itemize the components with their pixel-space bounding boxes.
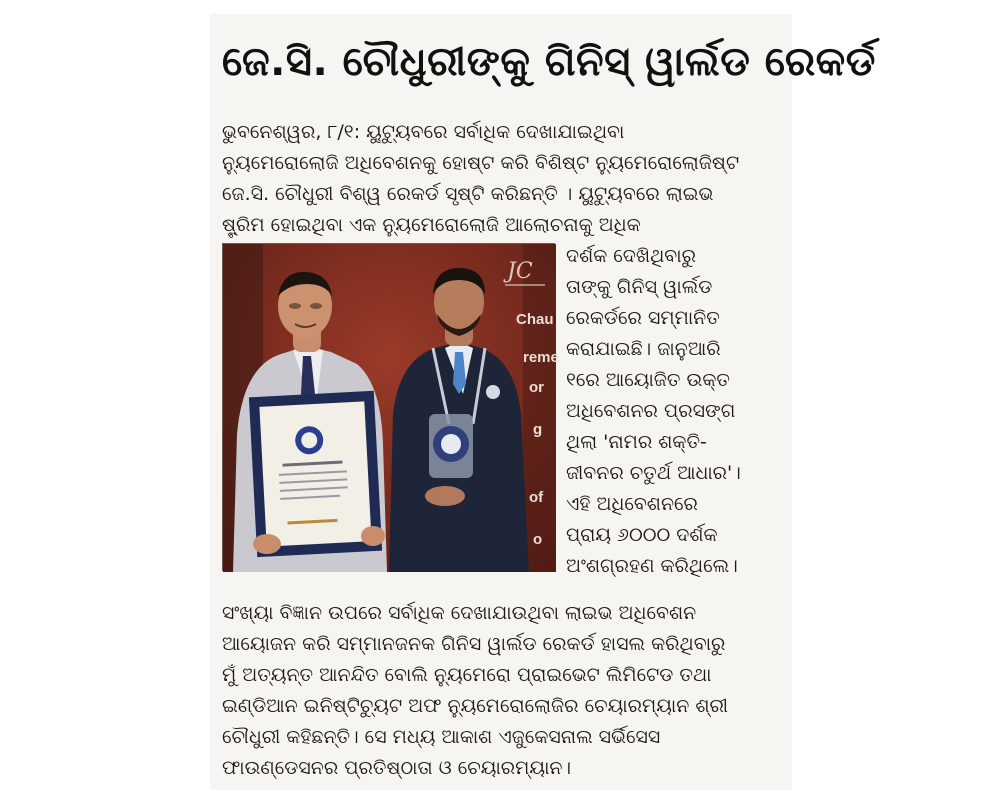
body-line: ଜୀବନର ଚତୁର୍ଥ ଆଧାର'। bbox=[566, 462, 741, 484]
backdrop-text: Chau bbox=[516, 311, 554, 328]
body-line: କରାଯାଇଛି। ଜାନୁଆରି bbox=[566, 338, 721, 360]
body-line: ଅଂଶଗ୍ରହଣ କରିଥିଲେ। bbox=[566, 555, 738, 577]
body-line: ୧ରେ ଆୟୋଜିତ ଉକ୍ତ bbox=[566, 369, 730, 391]
body-line: ଆୟୋଜନ କରି ସମ୍ମାନଜନକ ଗିନିସ ୱାର୍ଲଡ ରେକର୍ଡ ହାସଲ କରିଥିବାରୁ bbox=[222, 633, 726, 655]
backdrop-text: o bbox=[533, 531, 543, 548]
body-line: ସଂଖ୍ୟା ବିଜ୍ଞାନ ଉପରେ ସର୍ବାଧିକ ଦେଖାଯାଉଥିବା ଲାଇଭ ଅଧିବେଶନ bbox=[222, 602, 697, 624]
body-line: ମୁଁ ଅତ୍ୟନ୍ତ ଆନନ୍ଦିତ ବୋଲି ନ୍ୟୁମେରୋ ପ୍ରାଇଭେଟ ଲିମିଟେଡ ତଥା bbox=[222, 664, 712, 686]
body-line: ଷ୍ଟ୍ରିମ ହୋଇଥିବା ଏକ ନ୍ୟୁମେରୋଲୋଜି ଆଲୋଚନାକୁ ଅଧିକ bbox=[222, 214, 641, 236]
body-line: ତାଙ୍କୁ ଗିନିସ୍ ୱାର୍ଲଡ bbox=[566, 276, 713, 298]
body-line: ଏହି ଅଧିବେଶନରେ bbox=[566, 493, 698, 515]
headline: ଜେ.ସି. ଚୌଧୁରୀଙ୍କୁ ଗିନିସ୍ ୱାର୍ଲଡ ରେକର୍ଡ bbox=[222, 39, 876, 85]
body-line: ଇଣ୍ଡିଆନ ଇନିଷ୍ଟିଚ୍ୟୁଟ ଅଫ ନ୍ୟୁମେରୋଲୋଜିର ଚେୟାରମ୍ୟାନ ଶ୍ରୀ bbox=[222, 695, 729, 717]
backdrop-text: or bbox=[529, 379, 544, 396]
body-line: ଚୌଧୁରୀ କହିଛନ୍ତି। ସେ ମଧ୍ୟ ଆକାଶ ଏଜୁକେସନାଲ ସର୍ଭିସେସ bbox=[222, 726, 661, 748]
body-line: ଫାଉଣ୍ଡେସନର ପ୍ରତିଷ୍ଠାତା ଓ ଚେୟାରମ୍ୟାନ। bbox=[222, 757, 572, 779]
backdrop-text: of bbox=[529, 489, 544, 506]
backdrop-text: g bbox=[533, 421, 543, 438]
body-line: ପ୍ରାୟ ୬୦୦୦ ଦର୍ଶକ bbox=[566, 524, 718, 546]
backdrop-text: reme bbox=[523, 349, 559, 366]
body-line: ଦର୍ଶକ ଦେଖିଥିବାରୁ bbox=[566, 245, 696, 267]
logo-text: JC bbox=[507, 259, 533, 284]
body-line: ନ୍ୟୁମେରୋଲୋଜି ଅଧିବେଶନକୁ ହୋଷ୍ଟ କରି ବିଶିଷ୍ଟ ନ୍ୟୁମେରୋଲୋଜିଷ୍ଟ bbox=[222, 152, 740, 174]
body-line: ଜେ.ସି. ଚୌଧୁରୀ ବିଶ୍ୱ ରେକର୍ଡ ସୃଷ୍ଟି କରିଛନ୍ତି । ୟୁଟ୍ୟୁବରେ ଲାଇଭ bbox=[222, 183, 714, 205]
body-line: ଭୁବନେଶ୍ୱର, ୮/୧: ୟୁଟ୍ୟୁବରେ ସର୍ବାଧିକ ଦେଖାଯାଇଥିବା bbox=[222, 121, 625, 143]
award-photo bbox=[222, 243, 559, 571]
body-line: ରେକର୍ଡରେ ସମ୍ମାନିତ bbox=[566, 307, 720, 329]
body-line: ଅଧିବେଶନର ପ୍ରସଙ୍ଗ bbox=[566, 400, 736, 422]
body-line: ଥିଲା 'ନାମର ଶକ୍ତି- bbox=[566, 431, 707, 453]
